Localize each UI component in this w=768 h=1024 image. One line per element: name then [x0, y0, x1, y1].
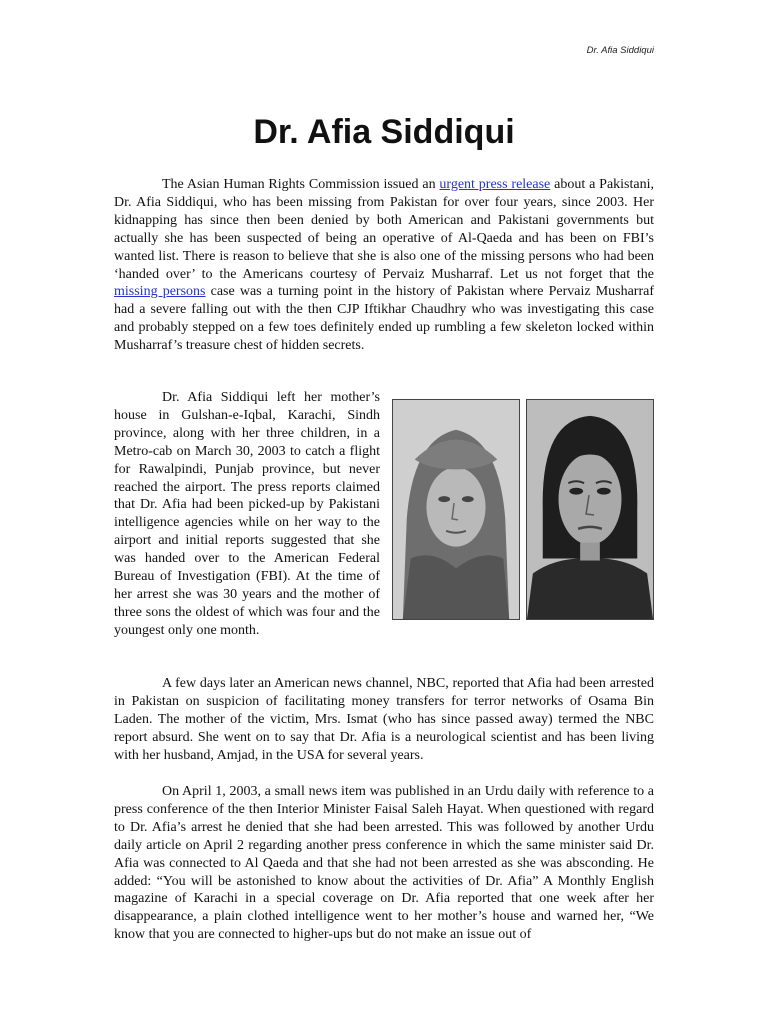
page-title: Dr. Afia Siddiqui — [253, 113, 515, 151]
paragraph-1-text-b: about a Pakistani, Dr. Afia Siddiqui, who has been missing from Pakistan for over four years, since 2003. Her kidnapping has since then been denied by both American and Pakistani governments but actually she has been suspected of being an operative of Al-Qaeda and has been on FBI’s wanted list. There is reason to believe that she is also one of the missing persons who had been ‘handed over’ to the Americans courtesy of Pervaiz Musharraf. Let us not forget that the — [114, 177, 654, 282]
paragraph-1-text-a: The Asian Human Rights Commission issued an — [162, 177, 440, 192]
paragraph-1-text-c: case was a turning point in the history of Pakistan where Pervaiz Musharraf had a severe falling out with the then CJP Iftikhar Chaudhry who was investigating this case and probably stepped on a few toes definitely ended up rumbling a few skeleton locked within Musharraf’s treasure chest of hidden secrets. — [114, 284, 654, 354]
paragraph-1 — [114, 176, 654, 355]
paragraph-3 — [114, 675, 654, 765]
paragraph-2 — [114, 389, 654, 640]
photo-headscarf-portrait — [392, 399, 520, 620]
photo-pair — [392, 399, 654, 620]
urgent-press-release-link[interactable]: urgent press release — [439, 177, 551, 192]
missing-persons-link[interactable]: missing persons — [114, 284, 206, 300]
portrait-left-image — [393, 400, 519, 619]
paragraph-4-text: On April 1, 2003, a small news item was published in an Urdu daily with reference to a press conference of the then Interior Minister Faisal Saleh Hayat. When questioned with regard to Dr. Afia’s arrest he denied that she had been arrested. This was followed by another Urdu daily article on April 2 regarding another press conference in which the same minister said Dr. Afia was connected to Al Qaeda and that she had not been arrested as she was absconding. He added: “You will be astonished to know about the activities of Dr. Afia” A Monthly English magazine of Karachi in a special coverage on Dr. Afia reported that one week after her disappearance, a plain clothed intelligence went to her mother’s house and warned her, “We know that you are connected to higher-ups but do not make an issue out of — [114, 784, 654, 943]
paragraph-3-text: A few days later an American news channel, NBC, reported that Afia had been arrested in Pakistan on suspicion of facilitating money transfers for terror networks of Osama Bin Laden. The mother of the victim, Mrs. Ismat (who has since passed away) termed the NBC report absurd. She went on to say that Dr. Afia is a neurological scientist and has been living with her husband, Amjad, in the USA for several years. — [114, 676, 654, 763]
photo-portrait — [526, 399, 654, 620]
paragraph-2-text: Dr. Afia Siddiqui left her mother’s house in Gulshan-e-Iqbal, Karachi, Sindh province, along with her three children, in a Metro-cab on March 30, 2003 to catch a flight for Rawalpindi, Punjab province, but never reached the airport. The press reports claimed that Dr. Afia had been picked-up by Pakistani intelligence agencies while on her way to the airport and initial reports suggested that she was handed over to the American Federal Bureau of Investigation (FBI). At the time of her arrest she was 30 years and the mother of three sons the oldest of which was four and the youngest only one month. — [114, 390, 380, 638]
portrait-right-image — [527, 400, 653, 619]
running-header: Dr. Afia Siddiqui — [586, 45, 654, 56]
paragraph-4 — [114, 783, 654, 944]
